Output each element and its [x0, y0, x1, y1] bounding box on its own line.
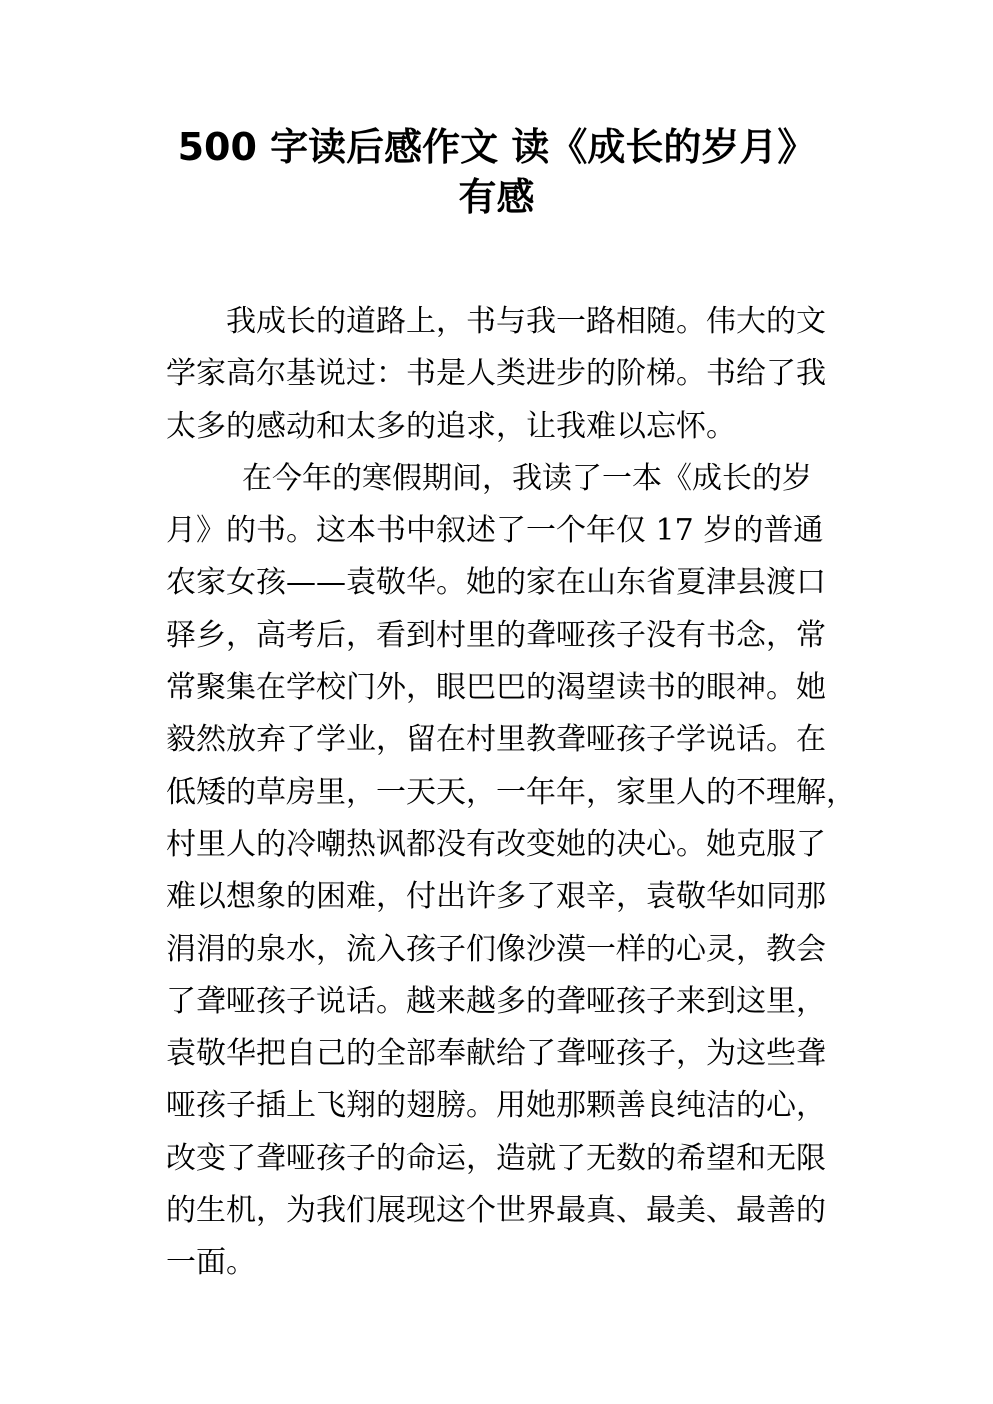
document-title: [0, 122, 993, 222]
paragraph-line: 低矮的草房里，一天天，一年年，家里人的不理解，: [166, 774, 856, 810]
paragraph-line: 村里人的冷嘲热讽都没有改变她的决心。她克服了: [166, 826, 826, 862]
paragraph-1: [166, 296, 846, 453]
paragraph-line: 袁敬华把自己的全部奉献给了聋哑孩子，为这些聋: [166, 1036, 826, 1072]
paragraph-line: 学家高尔基说过：书是人类进步的阶梯。书给了我: [166, 356, 826, 392]
title-line-2: 有感: [458, 175, 535, 219]
paragraph-line: 我成长的道路上，书与我一路相随。伟大的文: [226, 304, 826, 339]
paragraph-line: 月》的书。这本书中叙述了一个年仅 17 岁的普通: [166, 513, 824, 549]
paragraph-line: 在今年的寒假期间，我读了一本《成长的岁: [242, 460, 812, 496]
paragraph-line: 农家女孩——袁敬华。她的家在山东省夏津县渡口: [166, 565, 826, 601]
paragraph-line: 涓涓的泉水，流入孩子们像沙漠一样的心灵，教会: [166, 931, 826, 967]
paragraph-line: 一面。: [166, 1245, 256, 1281]
paragraph-line: 的生机，为我们展现这个世界最真、最美、最善的: [166, 1193, 826, 1229]
paragraph-line: 毅然放弃了学业，留在村里教聋哑孩子学说话。在: [166, 722, 826, 758]
paragraph-line: 驿乡，高考后，看到村里的聋哑孩子没有书念，常: [166, 617, 826, 653]
document-body: [166, 296, 856, 1290]
paragraph-line: 哑孩子插上飞翔的翅膀。用她那颗善良纯洁的心，: [166, 1088, 826, 1124]
title-line-1: 500 字读后感作文 读《成长的岁月》: [177, 125, 816, 169]
paragraph-line: 太多的感动和太多的追求，让我难以忘怀。: [166, 408, 736, 444]
paragraph-2: [166, 453, 856, 1290]
paragraph-line: 难以想象的困难，付出许多了艰辛，袁敬华如同那: [166, 879, 826, 915]
paragraph-line: 了聋哑孩子说话。越来越多的聋哑孩子来到这里，: [166, 983, 826, 1019]
paragraph-line: 改变了聋哑孩子的命运，造就了无数的希望和无限: [166, 1140, 826, 1176]
paragraph-line: 常聚集在学校门外，眼巴巴的渴望读书的眼神。她: [166, 670, 826, 706]
